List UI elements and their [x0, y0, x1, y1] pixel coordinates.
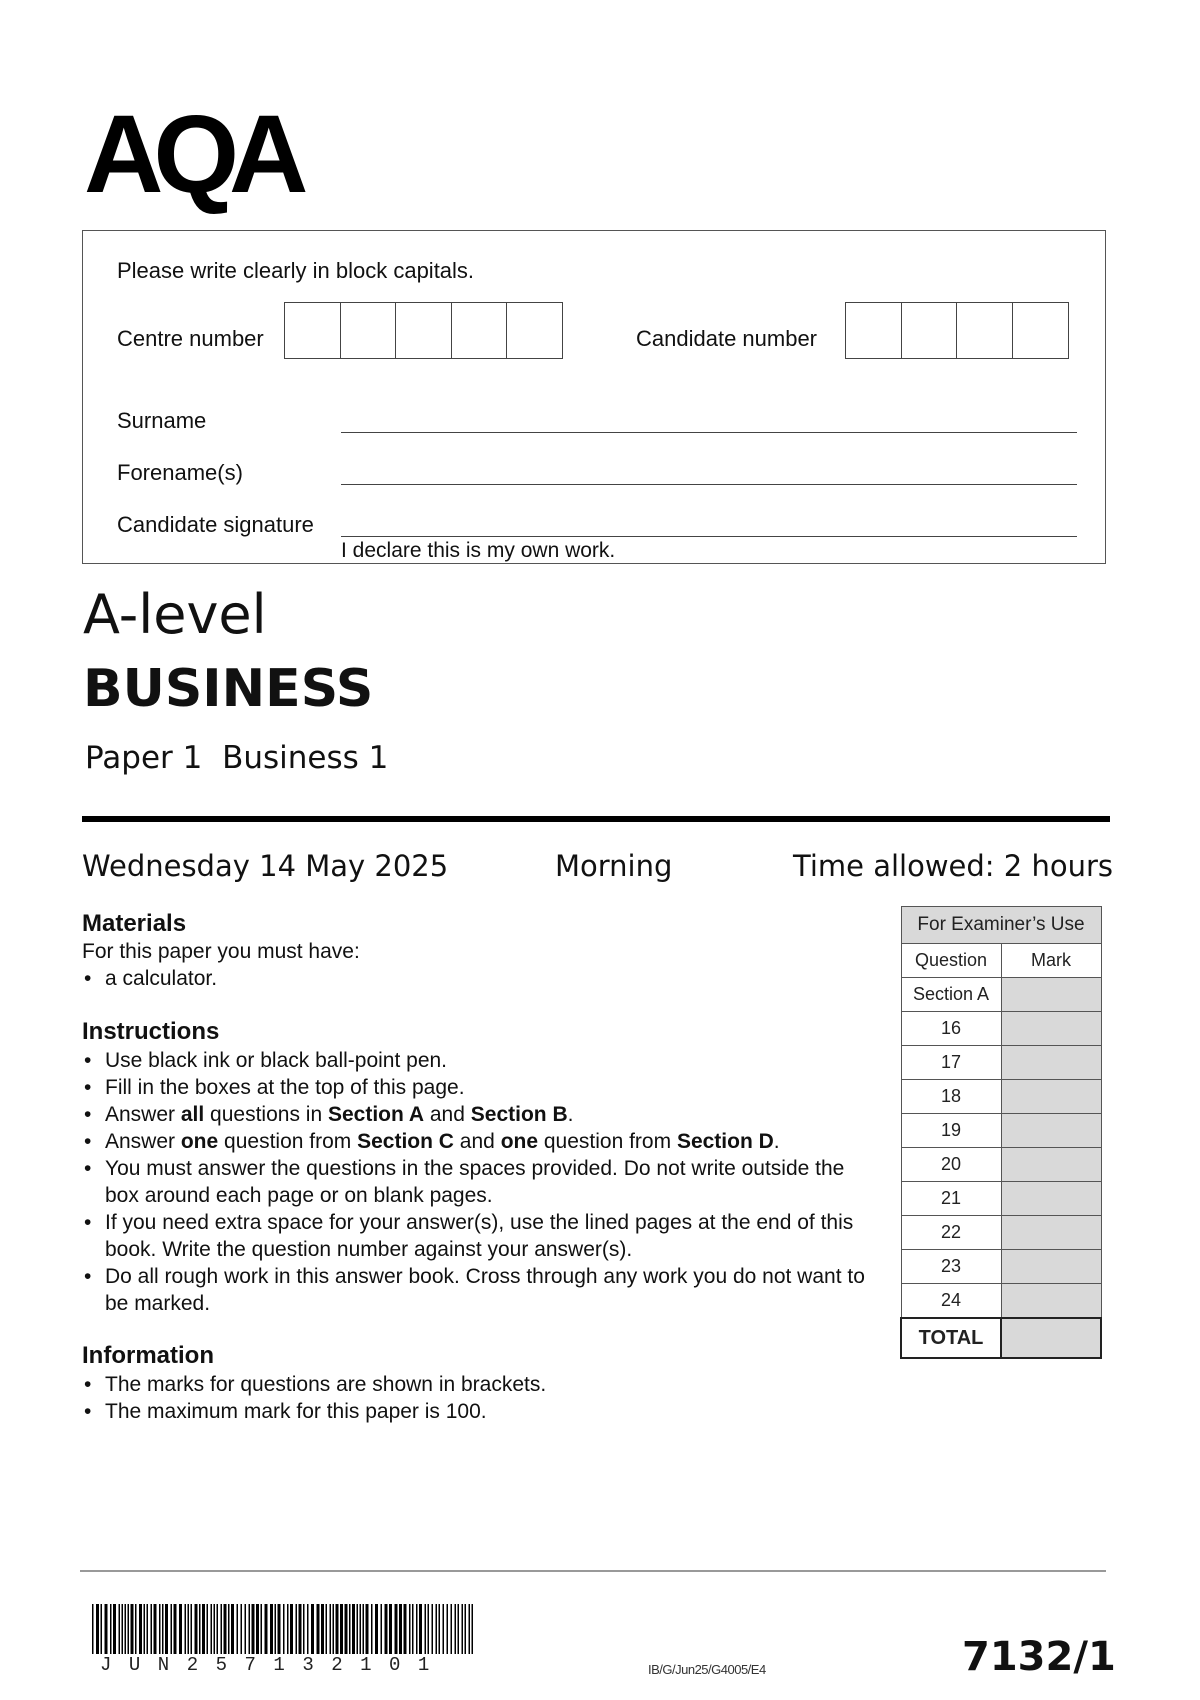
barcode-bar: [389, 1604, 392, 1654]
examiner-row: [901, 1216, 1101, 1250]
aqa-logo: AQA: [84, 93, 299, 216]
barcode-bar: [443, 1604, 445, 1654]
instruction-emphasis: Section D: [676, 1130, 774, 1153]
candidate-number-field[interactable]: [845, 302, 1067, 359]
instructions-heading: Instructions: [82, 1018, 220, 1045]
barcode-bar: [439, 1604, 441, 1654]
barcode-bar: [283, 1604, 285, 1654]
question-label: 16: [901, 1012, 1001, 1046]
centre-number-digit-box[interactable]: [395, 302, 452, 359]
barcode-bar: [363, 1604, 365, 1654]
barcode-bar: [159, 1604, 161, 1654]
barcode-bar: [409, 1604, 411, 1654]
examiners-use-title: For Examiner’s Use: [901, 907, 1101, 944]
barcode-bar: [336, 1604, 339, 1654]
barcode-bar: [416, 1604, 418, 1654]
question-column-header: Question: [901, 944, 1001, 978]
barcode-bar: [436, 1604, 438, 1654]
barcode-bar: [122, 1604, 124, 1654]
barcode-bar: [179, 1604, 182, 1654]
barcode-bar: [345, 1604, 348, 1654]
instruction-text: If you need extra space for your answer(s), use the lined pages at the end of this book. Write the question number against your answer(s).: [105, 1211, 854, 1261]
candidate-number-digit-box[interactable]: [901, 302, 958, 359]
surname-label: Surname: [117, 408, 207, 433]
instruction-text: .: [567, 1103, 574, 1126]
barcode-bar: [113, 1604, 116, 1654]
barcode-bar: [110, 1604, 112, 1654]
barcode-bar: [360, 1604, 362, 1654]
barcode-bar: [270, 1604, 273, 1654]
barcode-bar: [135, 1604, 137, 1654]
barcode-bar: [462, 1604, 464, 1654]
barcode-bar: [428, 1604, 430, 1654]
barcode-bar: [472, 1604, 474, 1654]
time-allowed: Time allowed: 2 hours: [793, 849, 1113, 883]
barcode-bar: [419, 1604, 422, 1654]
barcode-bar: [188, 1604, 190, 1654]
barcode-bar: [412, 1604, 414, 1654]
mark-cell[interactable]: [1001, 1216, 1101, 1250]
mark-cell[interactable]: [1001, 1250, 1101, 1284]
mark-cell[interactable]: [1001, 1080, 1101, 1114]
candidate-number-label: Candidate number: [636, 326, 818, 351]
question-label: 22: [901, 1216, 1001, 1250]
question-label: Section A: [901, 978, 1001, 1012]
barcode-bar: [299, 1604, 302, 1654]
barcode-bar: [195, 1604, 198, 1654]
barcode-bar: [381, 1604, 383, 1654]
barcode-bar: [275, 1604, 277, 1654]
document-reference: IB/G/Jun25/G4005/E4: [648, 1662, 766, 1677]
instruction-text: question from: [538, 1130, 677, 1153]
centre-number-digit-box[interactable]: [451, 302, 508, 359]
instruction-item: [82, 1263, 872, 1317]
instruction-text: Do all rough work in this answer book. Cross through any work you do not want to be marked.: [105, 1265, 865, 1315]
centre-number-digit-box[interactable]: [506, 302, 563, 359]
information-heading: Information: [82, 1342, 214, 1369]
examiner-row: [901, 1182, 1101, 1216]
instruction-item: [82, 1101, 872, 1128]
barcode-bar: [171, 1604, 173, 1654]
examiner-row: [901, 1284, 1101, 1319]
barcode-bar: [154, 1604, 157, 1654]
instruction-item: [82, 1128, 872, 1155]
barcode-bar: [174, 1604, 177, 1654]
information-item: • The marks for questions are shown in brackets.: [82, 1371, 872, 1398]
barcode-bar: [228, 1604, 230, 1654]
information-item: • The maximum mark for this paper is 100.: [82, 1398, 872, 1425]
barcode-bar: [261, 1604, 263, 1654]
barcode-bar: [399, 1604, 402, 1654]
signature-line[interactable]: [341, 536, 1077, 537]
barcode-bar: [366, 1604, 369, 1654]
instruction-item: [82, 1074, 872, 1101]
barcode-bar: [165, 1604, 168, 1654]
barcode-bar: [326, 1604, 328, 1654]
question-label: 21: [901, 1182, 1001, 1216]
instruction-emphasis: Section B: [470, 1103, 568, 1126]
barcode-bar: [221, 1604, 223, 1654]
centre-number-digit-box[interactable]: [284, 302, 341, 359]
instruction-emphasis: all: [180, 1103, 205, 1126]
barcode-bar: [317, 1604, 320, 1654]
question-label: 17: [901, 1046, 1001, 1080]
total-label: TOTAL: [901, 1318, 1001, 1358]
instructions-section: [82, 1018, 872, 1317]
barcode-bar: [296, 1604, 298, 1654]
barcode-bar: [139, 1604, 142, 1654]
barcode-bar: [385, 1604, 388, 1654]
question-label: 24: [901, 1284, 1001, 1319]
barcode-bar: [185, 1604, 187, 1654]
instruction-text: Answer: [105, 1130, 181, 1153]
materials-section: [82, 910, 882, 992]
barcode-bar: [252, 1604, 255, 1654]
barcode-bar: [465, 1604, 467, 1654]
barcode-bar: [349, 1604, 351, 1654]
forenames-line[interactable]: [341, 484, 1077, 485]
barcode-bar: [144, 1604, 146, 1654]
barcode-bar: [303, 1604, 305, 1654]
examiner-row: [901, 1046, 1101, 1080]
barcode-bar: [202, 1604, 205, 1654]
candidate-number-digit-box[interactable]: [1012, 302, 1069, 359]
barcode-bar: [375, 1604, 378, 1654]
question-label: 18: [901, 1080, 1001, 1114]
barcode-bar: [451, 1604, 453, 1654]
materials-intro: For this paper you must have:: [82, 940, 360, 963]
barcode-bar: [162, 1604, 164, 1654]
exam-level: A-level: [83, 583, 267, 646]
paper-code: 7132/1: [962, 1634, 1116, 1680]
barcode-bar: [290, 1604, 293, 1654]
barcode-bar: [425, 1604, 427, 1654]
question-label: 20: [901, 1148, 1001, 1182]
barcode-bar: [217, 1604, 219, 1654]
barcode-bar: [237, 1604, 239, 1654]
barcode-bar: [447, 1604, 449, 1654]
mark-cell[interactable]: [1001, 1114, 1101, 1148]
barcode-bar: [458, 1604, 460, 1654]
instruction-item: [82, 1047, 872, 1074]
mark-column-header: Mark: [1001, 944, 1101, 978]
instruction-text: question from: [218, 1130, 358, 1153]
barcode-bar: [105, 1604, 108, 1654]
barcode-bar: [128, 1604, 130, 1654]
examiner-row: [901, 1148, 1101, 1182]
barcode-bar: [357, 1604, 359, 1654]
total-mark-cell[interactable]: [1001, 1318, 1101, 1358]
surname-line[interactable]: [341, 432, 1077, 433]
instruction-text: .: [773, 1130, 780, 1153]
title-divider: [82, 816, 1110, 822]
centre-number-digit-box[interactable]: [340, 302, 397, 359]
mark-cell[interactable]: [1001, 1284, 1101, 1319]
instruction-text: and: [424, 1103, 471, 1126]
instruction-item: [82, 1209, 872, 1263]
mark-cell[interactable]: [1001, 978, 1101, 1012]
barcode-bar: [245, 1604, 247, 1654]
mark-cell[interactable]: [1001, 1148, 1101, 1182]
footer-divider: [80, 1570, 1106, 1572]
mark-cell[interactable]: [1001, 1012, 1101, 1046]
barcode-bar: [469, 1604, 471, 1654]
instructions-list: [82, 1047, 872, 1317]
materials-heading: Materials: [82, 910, 187, 937]
candidate-number-digit-box[interactable]: [845, 302, 902, 359]
instruction-emphasis: one: [500, 1130, 539, 1153]
instruction-emphasis: Section A: [327, 1103, 425, 1126]
barcode-bar: [256, 1604, 259, 1654]
barcode-bar: [371, 1604, 373, 1654]
barcode-bar: [125, 1604, 127, 1654]
barcode-bar: [151, 1604, 153, 1654]
barcode-bar: [404, 1604, 407, 1654]
centre-number-field[interactable]: [284, 302, 562, 359]
barcode-bar: [199, 1604, 201, 1654]
barcode-bar: [131, 1604, 134, 1654]
barcode-bar: [340, 1604, 343, 1654]
barcode-bar: [101, 1604, 103, 1654]
instruction-item: [82, 1155, 872, 1209]
candidate-number-digit-box[interactable]: [956, 302, 1013, 359]
barcode-bar: [333, 1604, 335, 1654]
barcode-bar: [224, 1604, 227, 1654]
barcode-bar: [231, 1604, 234, 1654]
barcode-bar: [395, 1604, 398, 1654]
question-label: 19: [901, 1114, 1001, 1148]
centre-number-label: Centre number: [117, 326, 264, 351]
instruction-text: Use black ink or black ball-point pen.: [105, 1049, 448, 1072]
barcode-bar: [265, 1604, 268, 1654]
instruction-text: You must answer the questions in the spaces provided. Do not write outside the box around each page or on blank pages.: [105, 1157, 845, 1207]
barcode-bar: [119, 1604, 121, 1654]
forenames-label: Forename(s): [117, 460, 243, 485]
exam-paper: Paper 1 Business 1: [85, 740, 389, 776]
barcode-bar: [249, 1604, 251, 1654]
barcode-bar: [311, 1604, 314, 1654]
barcode-bar: [241, 1604, 243, 1654]
barcode-bar: [96, 1604, 99, 1654]
examiner-row: [901, 1250, 1101, 1284]
question-label: 23: [901, 1250, 1001, 1284]
barcode-bar: [147, 1604, 149, 1654]
examiner-row: [901, 1114, 1101, 1148]
declaration-text: I declare this is my own work.: [341, 539, 616, 562]
form-instruction: Please write clearly in block capitals.: [117, 258, 475, 283]
exam-session: Morning: [555, 849, 673, 883]
information-list: [82, 1371, 872, 1425]
information-section: [82, 1342, 872, 1425]
exam-date: Wednesday 14 May 2025: [82, 849, 449, 883]
barcode-bar: [330, 1604, 332, 1654]
instruction-text: questions in: [204, 1103, 328, 1126]
signature-label: Candidate signature: [117, 512, 314, 537]
mark-cell[interactable]: [1001, 1046, 1101, 1080]
exam-subject: BUSINESS: [83, 659, 374, 719]
barcode-bar: [321, 1604, 324, 1654]
instruction-emphasis: one: [180, 1130, 219, 1153]
mark-cell[interactable]: [1001, 1182, 1101, 1216]
barcode-bar: [352, 1604, 355, 1654]
instruction-text: Answer: [105, 1103, 181, 1126]
instruction-text: and: [453, 1130, 501, 1153]
barcode-bar: [287, 1604, 289, 1654]
materials-list: [82, 965, 882, 992]
barcode-number: JUN257132101: [100, 1654, 447, 1676]
examiners-use-table: [900, 906, 1102, 1359]
barcode-bar: [191, 1604, 193, 1654]
examiner-row: [901, 978, 1101, 1012]
barcode: [92, 1604, 477, 1654]
barcode-bar: [211, 1604, 213, 1654]
barcode-bar: [432, 1604, 434, 1654]
examiner-row: [901, 1012, 1101, 1046]
barcode-bar: [455, 1604, 457, 1654]
examiner-row: [901, 1080, 1101, 1114]
instruction-emphasis: Section C: [357, 1130, 454, 1153]
materials-item: • a calculator.: [82, 965, 882, 992]
barcode-bar: [278, 1604, 281, 1654]
barcode-bar: [214, 1604, 216, 1654]
barcode-bar: [307, 1604, 309, 1654]
barcode-bar: [92, 1604, 94, 1654]
instruction-text: Fill in the boxes at the top of this page.: [105, 1076, 465, 1099]
total-row: [901, 1318, 1101, 1358]
barcode-bar: [207, 1604, 209, 1654]
